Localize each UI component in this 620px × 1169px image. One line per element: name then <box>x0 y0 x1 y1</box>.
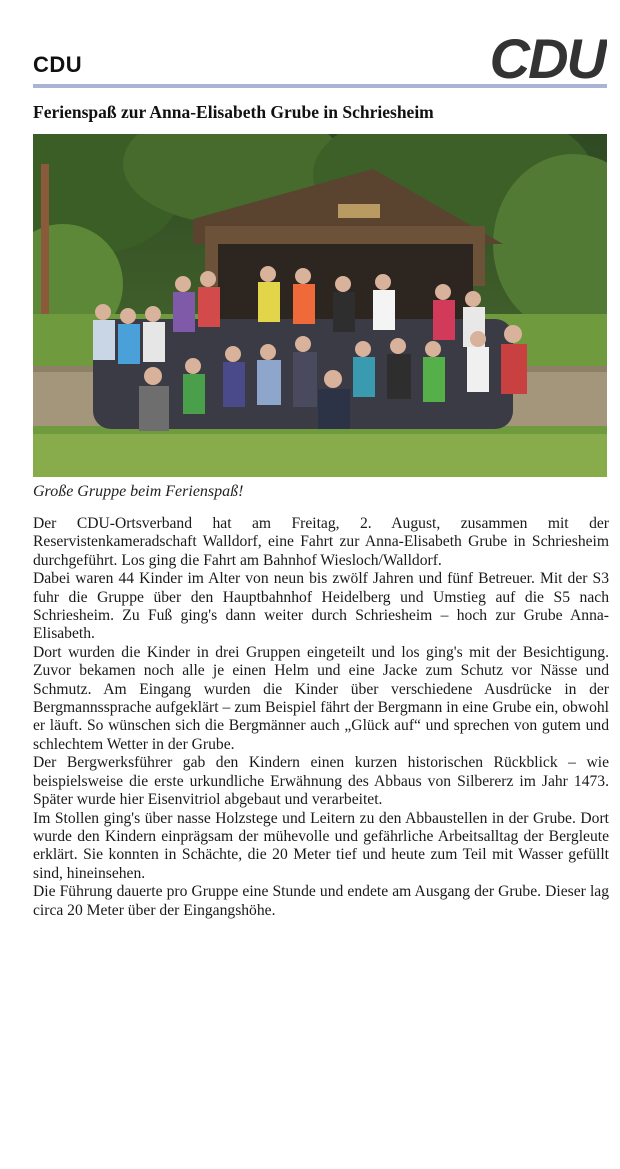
cdu-logo-text: CDU <box>489 32 605 82</box>
section-label: CDU <box>33 52 83 77</box>
article-body <box>33 515 609 920</box>
group-photo <box>33 134 607 477</box>
paragraph: Dort wurden die Kinder in drei Gruppen eingeteilt und los ging's mit der Besichtigung. Zuvor bekamen noch alle je einen Helm und eine Jacke zum Schutz vor Nässe und Schmutz. Am Eingang wurden die Kinder über verschiedene Ausdrücke in der Bergmannssprache aufgeklärt – zum Beispiel fährt der Bergmann in eine Grube ein, obwohl er läuft. So wünschen sich die Bergmänner auch „Glück auf“ und sprechen von gutem und schlechtem Wetter in der Grube. <box>33 643 609 753</box>
photo-caption: Große Gruppe beim Ferienspaß! <box>33 483 244 500</box>
paragraph: Die Führung dauerte pro Gruppe eine Stunde und endete am Ausgang der Grube. Dieser lag circa 20 Meter über der Eingangshöhe. <box>33 883 609 919</box>
article-headline: Ferienspaß zur Anna-Elisabeth Grube in Schriesheim <box>33 102 434 122</box>
cdu-logo <box>452 32 607 82</box>
paragraph: Dabei waren 44 Kinder im Alter von neun bis zwölf Jahren und fünf Betreuer. Mit der S3 fuhr die Gruppe über den Hauptbahnhof Heidelberg und Umstieg auf die S5 nach Schriesheim. Zu Fuß ging's dann weiter durch Schriesheim – hoch zur Grube Anna-Elisabeth. <box>33 570 609 643</box>
paragraph: Der Bergwerksführer gab den Kindern einen kurzen historischen Rückblick – wie beispielsweise die erste urkundliche Erwähnung des Abbaus von Silbererz im Jahr 1473. Später wurde hier Eisenvitriol abgebaut und verarbeitet. <box>33 754 609 809</box>
page-header <box>33 30 607 88</box>
paragraph: Der CDU-Ortsverband hat am Freitag, 2. August, zusammen mit der Reservistenkameradschaft Walldorf, eine Fahrt zur Anna-Elisabeth Grube in Schriesheim durchgeführt. Los ging die Fahrt am Bahnhof Wiesloch/Walldorf. <box>33 515 609 569</box>
header-rule <box>33 84 607 88</box>
paragraph: Im Stollen ging's über nasse Holzstege und Leitern zu den Abbaustellen in der Grube. Dort wurde den Kindern einprägsam der mühevolle und gefährliche Arbeitsalltag der Bergleute erklärt. Sie konnten in Schächte, die 20 Meter tief und heute zum Teil mit Wasser gefüllt sind, hineinsehen. <box>33 809 609 882</box>
